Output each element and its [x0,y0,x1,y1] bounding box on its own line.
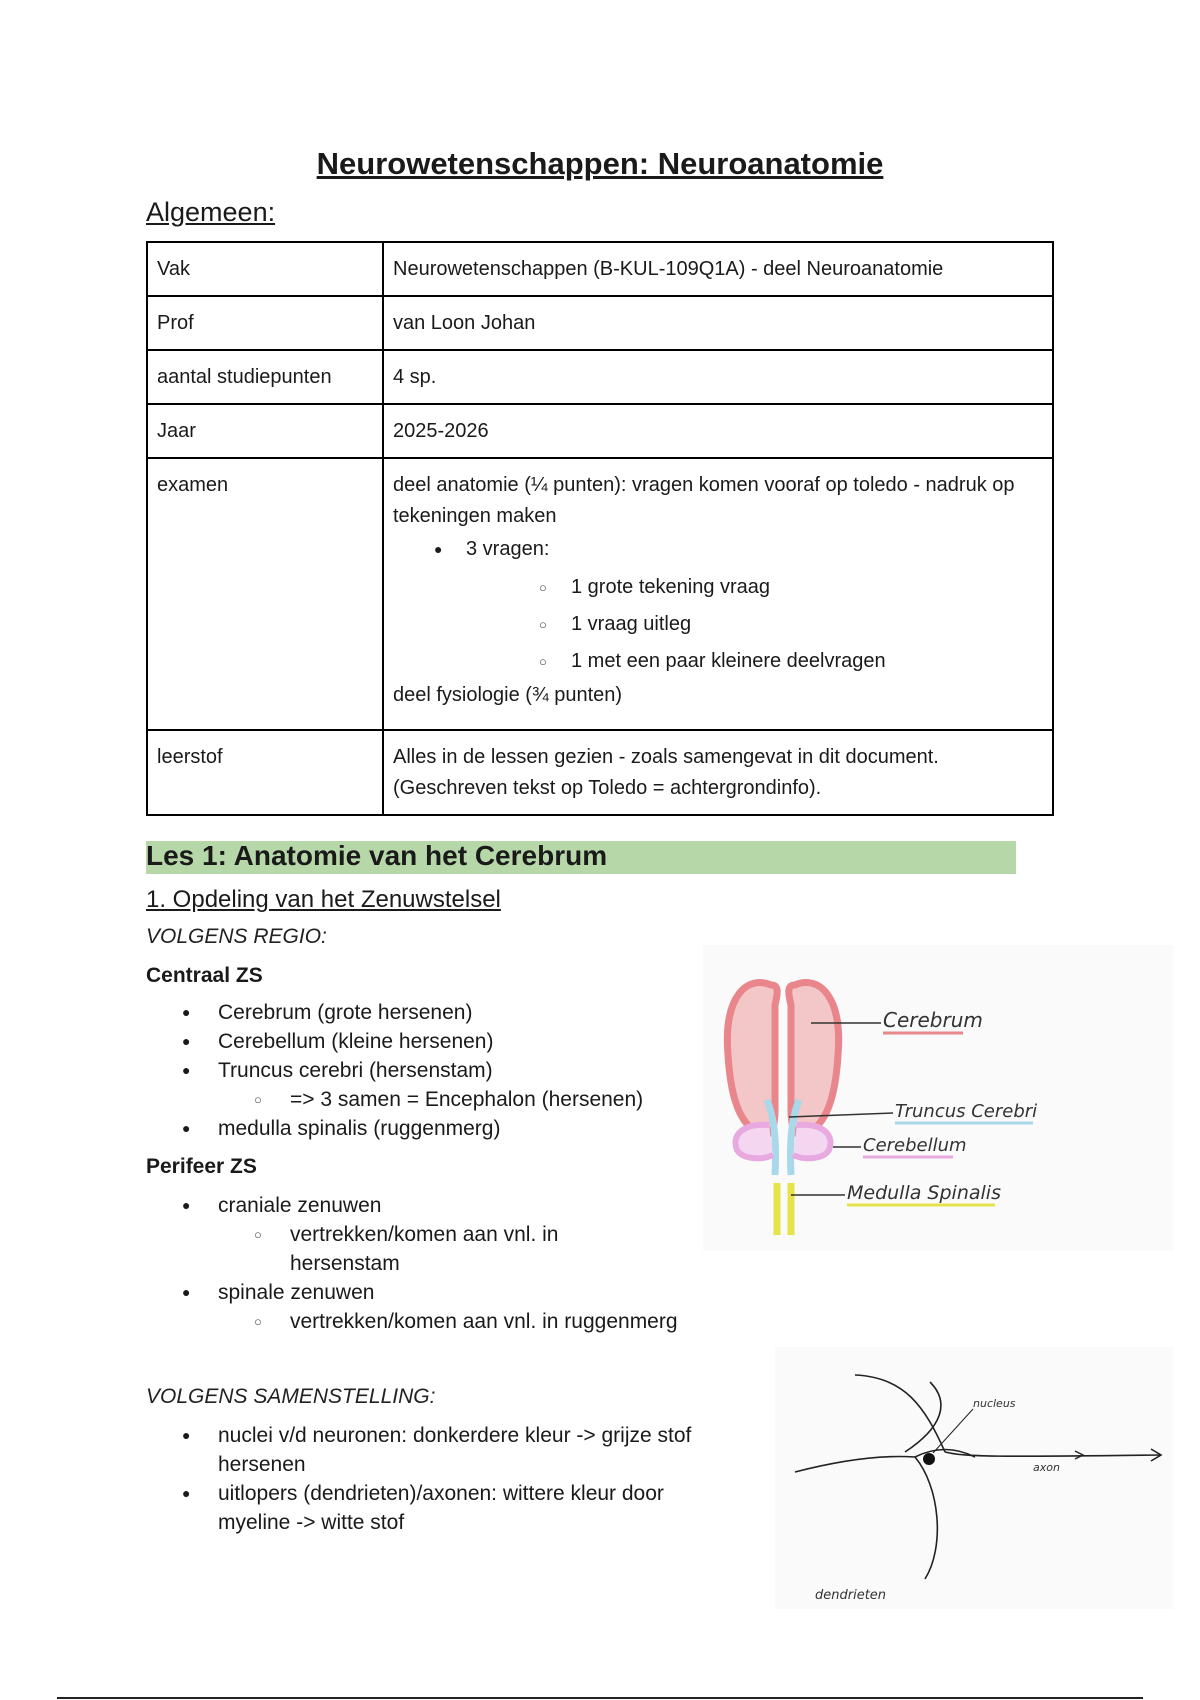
label-cerebellum: Cerebellum [863,1135,967,1156]
examen-bullet-text: 3 vragen: [466,538,550,560]
list-item [254,1220,678,1278]
list-item [434,534,1043,680]
table-row [147,404,1053,458]
page-title: Neurowetenschappen: Neuroanatomie [316,146,884,181]
samenstelling-list-block [146,1421,691,1537]
list-item-text: craniale zenuwen [218,1194,382,1217]
list-item: ● Cerebrum (grote hersenen) [182,998,643,1027]
table-row [147,296,1053,350]
list-item: ○ => 3 samen = Encephalon (hersenen) [254,1085,643,1114]
dendrite-lower [915,1457,937,1579]
volgens-samenstelling-heading: VOLGENS SAMENSTELLING: [146,1385,436,1408]
list-item-text: nuclei v/d neuronen: donkerdere kleur -> grijze stof [218,1424,692,1447]
perifeer-list [146,1191,678,1336]
leerstof-line-1: Alles in de lessen gezien - zoals samengevat in dit document. [393,746,939,768]
row-value-leerstof [383,730,1053,815]
les-title: Les 1: Anatomie van het Cerebrum [146,840,608,871]
course-info-table [146,241,1054,816]
row-value-examen [383,458,1053,730]
label-medulla: Medulla Spinalis [847,1182,1001,1204]
list-item [182,1421,691,1479]
list-item [182,1056,643,1114]
footer-divider [57,1697,1143,1699]
examen-outro: deel fysiologie (¾ punten) [393,684,623,706]
list-item-text: uitlopers (dendrieten)/axonen: wittere kleur door [218,1482,664,1505]
cerebellum-right [793,1125,831,1159]
dendrite-left [795,1457,915,1472]
dendrite-upper-branch [905,1382,941,1452]
label-cerebrum: Cerebrum [883,1008,983,1032]
perifeer-sub-list [218,1220,678,1278]
volgens-regio-heading: VOLGENS REGIO: [146,925,327,948]
list-item-text: vertrekken/komen aan vnl. in [290,1223,559,1246]
list-item [182,1479,691,1537]
centraal-zs-heading: Centraal ZS [146,964,263,987]
cerebellum-left [735,1125,773,1159]
row-key-leerstof: leerstof [147,730,383,815]
examen-intro: deel anatomie (¼ punten): vragen komen vooraf op toledo - nadruk op tekeningen maken [393,474,1015,527]
list-item: ○ 1 met een paar kleinere deelvragen [539,643,1043,680]
perifeer-zs-heading: Perifeer ZS [146,1155,257,1178]
list-item-text: myeline -> witte stof [218,1511,405,1534]
table-row [147,458,1053,730]
list-item-text: hersenen [218,1453,306,1476]
label-truncus: Truncus Cerebri [895,1101,1038,1122]
row-value-studiepunten: 4 sp. [383,350,1053,404]
table-row [147,242,1053,296]
row-key-examen: examen [147,458,383,730]
row-key-jaar: Jaar [147,404,383,458]
examen-bullet-list [393,534,1043,680]
perifeer-list-block [146,1191,678,1336]
centraal-sub-list [218,1085,643,1114]
list-item [182,1278,678,1336]
perifeer-sub-list [218,1307,678,1336]
table-row [147,730,1053,815]
neuron-diagram [775,1347,1173,1609]
label-axon: axon [1033,1461,1060,1474]
row-value-jaar: 2025-2026 [383,404,1053,458]
list-item: ○ 1 vraag uitleg [539,606,1043,643]
list-item-text: spinale zenuwen [218,1281,375,1304]
subheading-opdeling: 1. Opdeling van het Zenuwstelsel [146,886,501,913]
dendrite-upper [855,1375,945,1452]
list-item [182,1191,678,1278]
list-item: ○ vertrekken/komen aan vnl. in ruggenmerg [254,1307,678,1336]
samenstelling-list [146,1421,691,1537]
nucleus-dot [923,1453,935,1465]
label-nucleus: nucleus [973,1397,1016,1410]
table-row [147,350,1053,404]
axon-arrow-icon [1075,1451,1083,1459]
cns-diagram-panel [703,945,1173,1251]
algemeen-heading: Algemeen: [146,197,276,227]
leerstof-line-2: (Geschreven tekst op Toledo = achtergrondinfo). [393,777,822,799]
label-dendrieten: dendrieten [815,1588,887,1603]
examen-sub-list [466,569,1043,680]
list-item: ○ 1 grote tekening vraag [539,569,1043,606]
neuron-diagram-panel [775,1347,1173,1609]
list-item: ● medulla spinalis (ruggenmerg) [182,1114,643,1143]
list-item: ● Cerebellum (kleine hersenen) [182,1027,643,1056]
centraal-list-block [146,998,643,1143]
list-item-text: hersenstam [290,1252,400,1275]
cns-diagram [703,945,1173,1251]
list-item-text: Truncus cerebri (hersenstam) [218,1059,493,1082]
row-key-studiepunten: aantal studiepunten [147,350,383,404]
row-key-prof: Prof [147,296,383,350]
row-value-prof: van Loon Johan [383,296,1053,350]
row-key-vak: Vak [147,242,383,296]
axon-line [945,1452,1160,1456]
centraal-list [146,998,643,1143]
row-value-vak: Neurowetenschappen (B-KUL-109Q1A) - deel Neuroanatomie [383,242,1053,296]
